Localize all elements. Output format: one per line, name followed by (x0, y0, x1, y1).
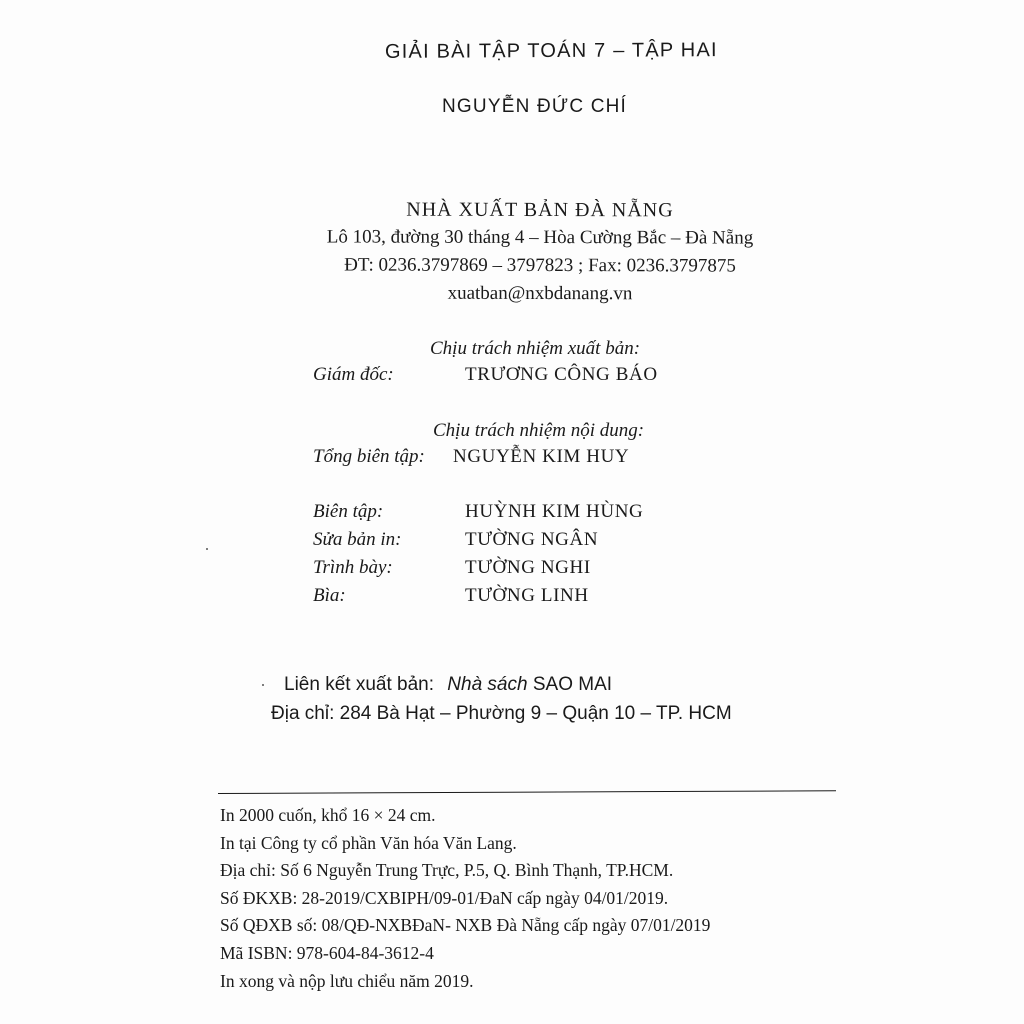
staff-label: Sửa bản in: (313, 529, 402, 550)
partner-label: Liên kết xuất bản: (284, 674, 434, 695)
director-label: Giám đốc: (313, 364, 394, 385)
director-name: TRƯƠNG CÔNG BÁO (465, 364, 658, 385)
staff-label: Biên tập: (313, 501, 384, 522)
partner-info (271, 670, 732, 728)
staff-name: TƯỜNG NGHI (465, 557, 591, 578)
section-divider (218, 790, 836, 794)
staff-name: TƯỜNG LINH (465, 585, 589, 606)
publisher-address: Lô 103, đường 30 tháng 4 – Hòa Cường Bắc – Đà Nẵng (326, 226, 754, 249)
publisher-phone: ĐT: 0236.3797869 – 3797823 ; Fax: 0236.3797875 (344, 254, 736, 277)
colophon-line: Địa chỉ: Số 6 Nguyễn Trung Trực, P.5, Q. Bình Thạnh, TP.HCM. (220, 860, 674, 881)
paper-speck (262, 684, 264, 686)
staff-list (313, 501, 793, 613)
publisher-name: NHÀ XUẤT BẢN ĐÀ NẴNG (406, 198, 674, 222)
colophon-line: In tại Công ty cổ phần Văn hóa Văn Lang. (220, 832, 517, 853)
colophon (220, 802, 710, 995)
staff-row (313, 585, 793, 613)
colophon-line: Số QĐXB số: 08/QĐ-NXBĐaN- NXB Đà Nẵng cấp ngày 07/01/2019 (220, 915, 711, 936)
partner-address: Địa chỉ: 284 Bà Hạt – Phường 9 – Quận 10 – TP. HCM (271, 703, 732, 724)
publisher-info (240, 196, 840, 308)
colophon-line: Mã ISBN: 978-604-84-3612-4 (220, 942, 434, 963)
colophon-line: In xong và nộp lưu chiểu năm 2019. (220, 970, 474, 991)
partner-name-italic: Nhà sách (447, 674, 528, 695)
colophon-line: Số ĐKXB: 28-2019/CXBIPH/09-01/ĐaN cấp ngày 04/01/2019. (220, 887, 669, 908)
publishing-responsibility-heading: Chịu trách nhiệm xuất bản: (430, 338, 641, 359)
book-title: GIẢI BÀI TẬP TOÁN 7 – TẬP HAI (384, 39, 718, 63)
editor-in-chief-row (313, 446, 793, 474)
book-author: NGUYỄN ĐỨC CHÍ (442, 96, 628, 117)
staff-label: Bìa: (313, 585, 346, 606)
publisher-email: xuatban@nxbdanang.vn (447, 282, 633, 305)
staff-name: HUỲNH KIM HÙNG (465, 501, 644, 522)
colophon-line: In 2000 cuốn, khổ 16 × 24 cm. (220, 805, 436, 825)
editor-in-chief-name: NGUYỄN KIM HUY (453, 446, 630, 467)
content-responsibility-heading: Chịu trách nhiệm nội dung: (433, 420, 645, 441)
staff-label: Trình bày: (313, 557, 393, 578)
staff-row (313, 529, 793, 557)
staff-row (313, 557, 793, 585)
director-row (313, 364, 793, 392)
staff-name: TƯỜNG NGÂN (465, 529, 599, 550)
partner-name: SAO MAI (532, 674, 613, 695)
editor-in-chief-label: Tổng biên tập: (313, 446, 425, 467)
paper-speck (206, 548, 208, 550)
staff-row (313, 501, 793, 529)
